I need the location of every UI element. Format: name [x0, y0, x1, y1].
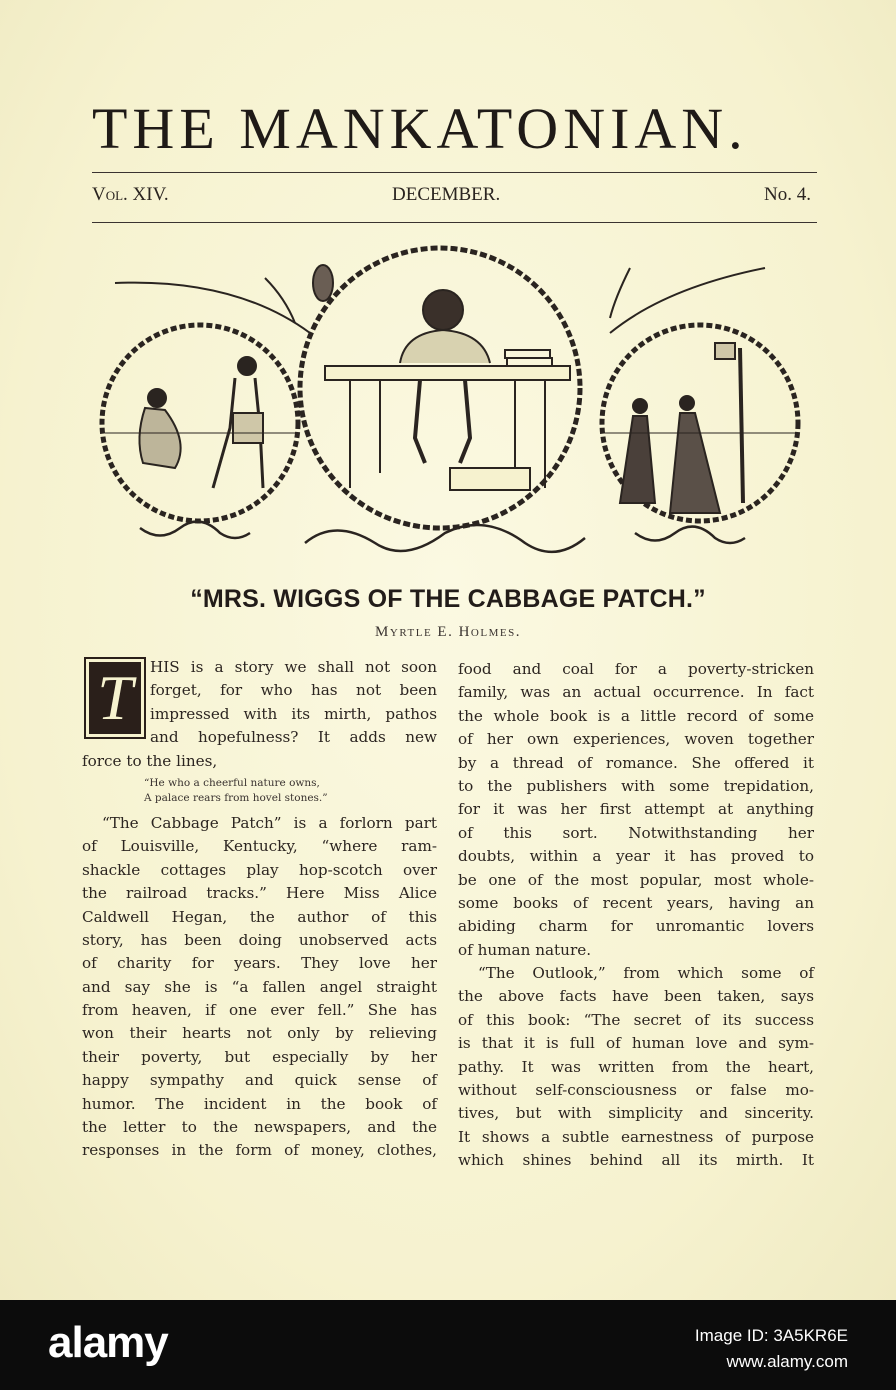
desk	[325, 366, 570, 380]
text-line: won their hearts not only by relieving	[82, 1024, 437, 1043]
text-line: “The Cabbage Patch” is a forlorn part	[102, 813, 437, 832]
text-line: Caldwell Hegan, the author of this	[82, 907, 437, 926]
text-line: humor. The incident in the book of	[82, 1094, 437, 1113]
text-line: abiding charm for unromantic lovers	[458, 917, 814, 936]
text-line: is that it is full of human love and sym-	[458, 1034, 814, 1053]
image-id: Image ID: 3A5KR6E	[694, 1326, 848, 1345]
text-line: which shines behind all its mirth. It	[458, 1151, 814, 1170]
text-line: of human nature.	[458, 940, 592, 959]
text-line: doubts, within a year it has proved to	[458, 847, 814, 866]
student-head	[423, 290, 463, 330]
text-line: HIS is a story we shall not soon	[150, 658, 437, 676]
stock-photo-footer	[0, 1300, 896, 1390]
text-line: tives, but with simplicity and sincerity.	[458, 1104, 814, 1123]
text-line: family, was an actual occurrence. In fact	[458, 683, 814, 702]
article-author: Myrtle E. Holmes.	[375, 624, 521, 640]
right-column	[458, 658, 814, 1173]
text-line: and hopefulness? It adds new	[150, 728, 437, 747]
alamy-logo: alamy	[48, 1318, 168, 1367]
basketball-players	[620, 343, 743, 513]
text-line: for it was her first attempt at anything	[458, 800, 814, 819]
text-line: of this sort. Notwithstanding her	[458, 823, 814, 842]
text-line: some books of recent years, having an	[458, 893, 814, 912]
text-line: their poverty, but especially by her	[82, 1047, 437, 1066]
drop-cap: T	[84, 657, 146, 739]
text-line: by a thread of romance. She offered it	[458, 753, 814, 772]
text-line: the railroad tracks.” Here Miss Alice	[82, 884, 437, 903]
text-line: food and coal for a poverty-stricken	[458, 660, 814, 678]
text-line: of this book: “The secret of its success	[458, 1010, 814, 1029]
text-line: pathy. It was written from the heart,	[458, 1057, 814, 1076]
text-line: of her own experiences, woven together	[458, 730, 814, 749]
text-line: from heaven, if one ever fell.” She has	[82, 1001, 437, 1020]
header-rule-bottom	[92, 222, 817, 223]
issue-number: No. 4.	[764, 184, 811, 205]
text-line: of Louisville, Kentucky, “where ram-	[82, 837, 437, 856]
text-line: without self-consciousness or false mo-	[458, 1081, 814, 1100]
header-illustration	[95, 238, 810, 563]
text-line: the letter to the newspapers, and the	[82, 1118, 437, 1137]
text-line: responses in the form of money, clothes,	[82, 1141, 437, 1160]
text-line: the whole book is a little record of some	[458, 706, 814, 725]
site-url: www.alamy.com	[726, 1352, 848, 1371]
text-line: the above facts have been taken, says	[458, 987, 814, 1006]
text-line: It shows a subtle earnestness of purpose	[458, 1127, 814, 1146]
verse-line: A palace rears from hovel stones.”	[144, 791, 328, 804]
text-line: and say she is “a fallen angel straight	[82, 977, 437, 996]
month-label: DECEMBER.	[392, 184, 501, 205]
text-line: be one of the most popular, most whole-	[458, 870, 814, 889]
text-line: shackle cottages play hop-scotch over	[82, 860, 437, 879]
football-players	[139, 357, 263, 488]
text-line: “The Outlook,” from which some of	[478, 964, 814, 983]
masthead-title: THE MANKATONIAN.	[92, 96, 748, 161]
text-line: to the publishers with some trepidation,	[458, 776, 814, 795]
text-line: happy sympathy and quick sense of	[82, 1071, 437, 1090]
article-title: “MRS. WIGGS OF THE CABBAGE PATCH.”	[190, 585, 706, 613]
owl	[313, 265, 333, 301]
text-line: impressed with its mirth, pathos	[150, 704, 437, 723]
volume-label: Vol. XIV.	[92, 184, 169, 205]
verse-line: “He who a cheerful nature owns,	[144, 776, 320, 789]
text-line: of charity for years. They love her	[82, 954, 437, 973]
text-line: story, has been doing unobserved acts	[82, 930, 437, 949]
header-rule-top	[92, 172, 817, 173]
left-column	[82, 656, 437, 1163]
text-line: forget, for who has not been	[150, 681, 437, 700]
left-wreath	[102, 325, 298, 521]
text-line: force to the lines,	[82, 751, 218, 770]
